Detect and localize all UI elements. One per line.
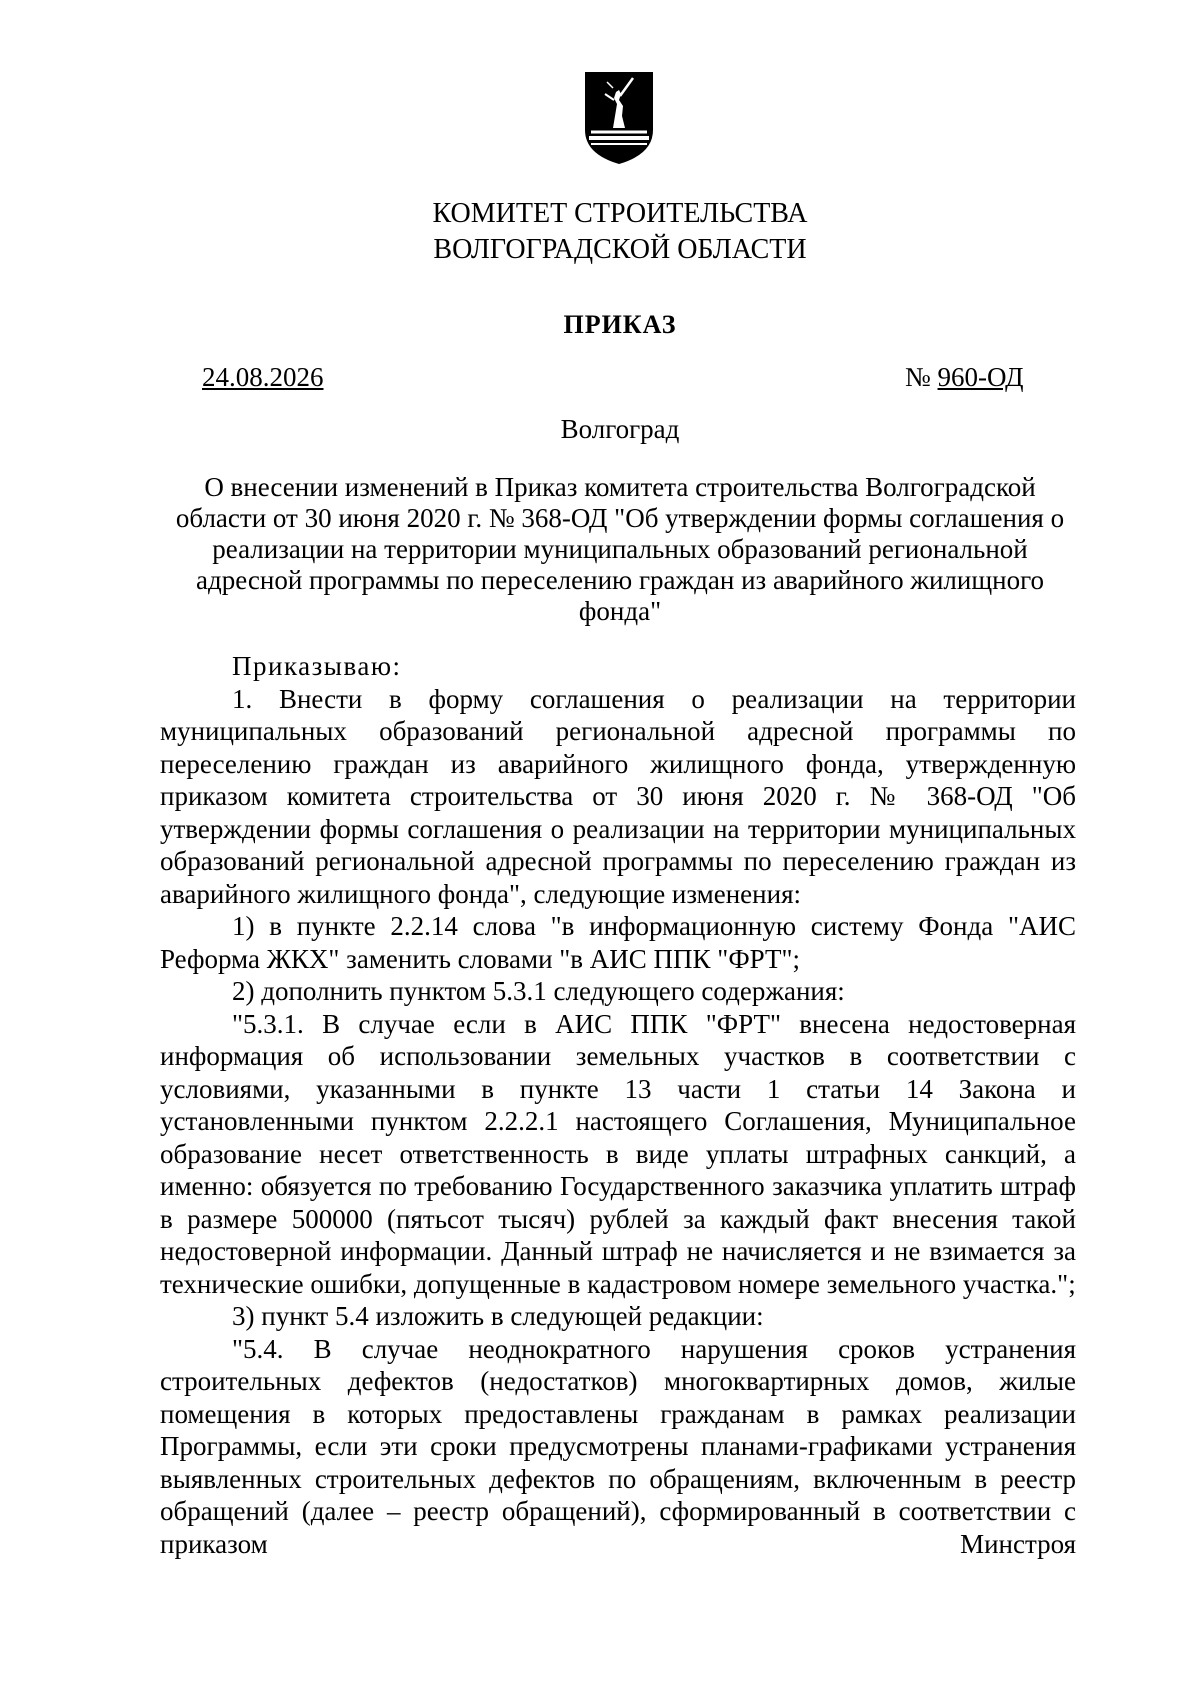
order-body [160,650,1076,1560]
paragraph-3: 2) дополнить пунктом 5.3.1 следующего содержания: [232,976,845,1006]
organization-name-line1: КОМИТЕТ СТРОИТЕЛЬСТВА [432,198,808,229]
document-type: ПРИКАЗ [563,310,677,339]
order-number [905,362,1024,393]
paragraph-5: 3) пункт 5.4 изложить в следующей редакции: [232,1301,764,1331]
volgograd-coat-of-arms-icon [583,70,655,166]
order-subject: О внесении изменений в Приказ комитета строительства Волгоградской области от 30 июня 2020 г. № 368-ОД "Об утверждении формы соглашения о реализации на территории муниципальных образований региональной адресной программы по переселению граждан из аварийного жилищного фонда" [175,472,1065,626]
paragraph-4: "5.3.1. В случае если в АИС ППК "ФРТ" внесена недостоверная информация об использовании земельных участков в соответствии с условиями, указанными в пункте 13 части 1 статьи 14 Закона и установленными пунктом 2.2.2.1 настоящего Соглашения, Муниципальное образование несет ответственность в виде уплаты штрафных санкций, а именно: обязуется по требованию Государственного заказчика уплатить штраф в размере 500000 (пятьсот тысяч) рублей за каждый факт внесения такой недостоверной информации. Данный штраф не начисляется и не взимается за технические ошибки, допущенные в кадастровом номере земельного участка."; [160,1008,1076,1299]
paragraph-1: 1. Внести в форму соглашения о реализации на территории муниципальных образований региональной адресной программы по переселению граждан из аварийного жилищного фонда, утвержденную приказом комитета строительства от 30 июня 2020 г. № 368-ОД "Об утверждении формы соглашения о реализации на территории муниципальных образований региональной адресной программы по переселению граждан из аварийного жилищного фонда", следующие изменения: [160,683,1076,909]
city: Волгоград [560,414,680,444]
organization-name-line2: ВОЛГОГРАДСКОЙ ОБЛАСТИ [433,234,807,265]
organization-name [0,196,1200,268]
number-prefix: № [905,362,938,392]
order-word: Приказываю: [232,651,402,681]
paragraph-6: "5.4. В случае неоднократного нарушения сроков устранения строительных дефектов (недостатков) многоквартирных домов, жилые помещения в которых предоставлены гражданам в рамках реализации Программы, если эти сроки предусмотрены планами-графиками устранения выявленных строительных дефектов по обращениям, включенным в реестр обращений (далее – реестр обращений), сформированный в соответствии с приказом Минстроя [160,1333,1076,1559]
order-date: 24.08.2026 [202,362,324,392]
number-value: 960-ОД [937,362,1024,392]
paragraph-2: 1) в пункте 2.2.14 слова "в информационную систему Фонда "АИС Реформа ЖКХ" заменить словами "в АИС ППК "ФРТ"; [160,911,1076,974]
